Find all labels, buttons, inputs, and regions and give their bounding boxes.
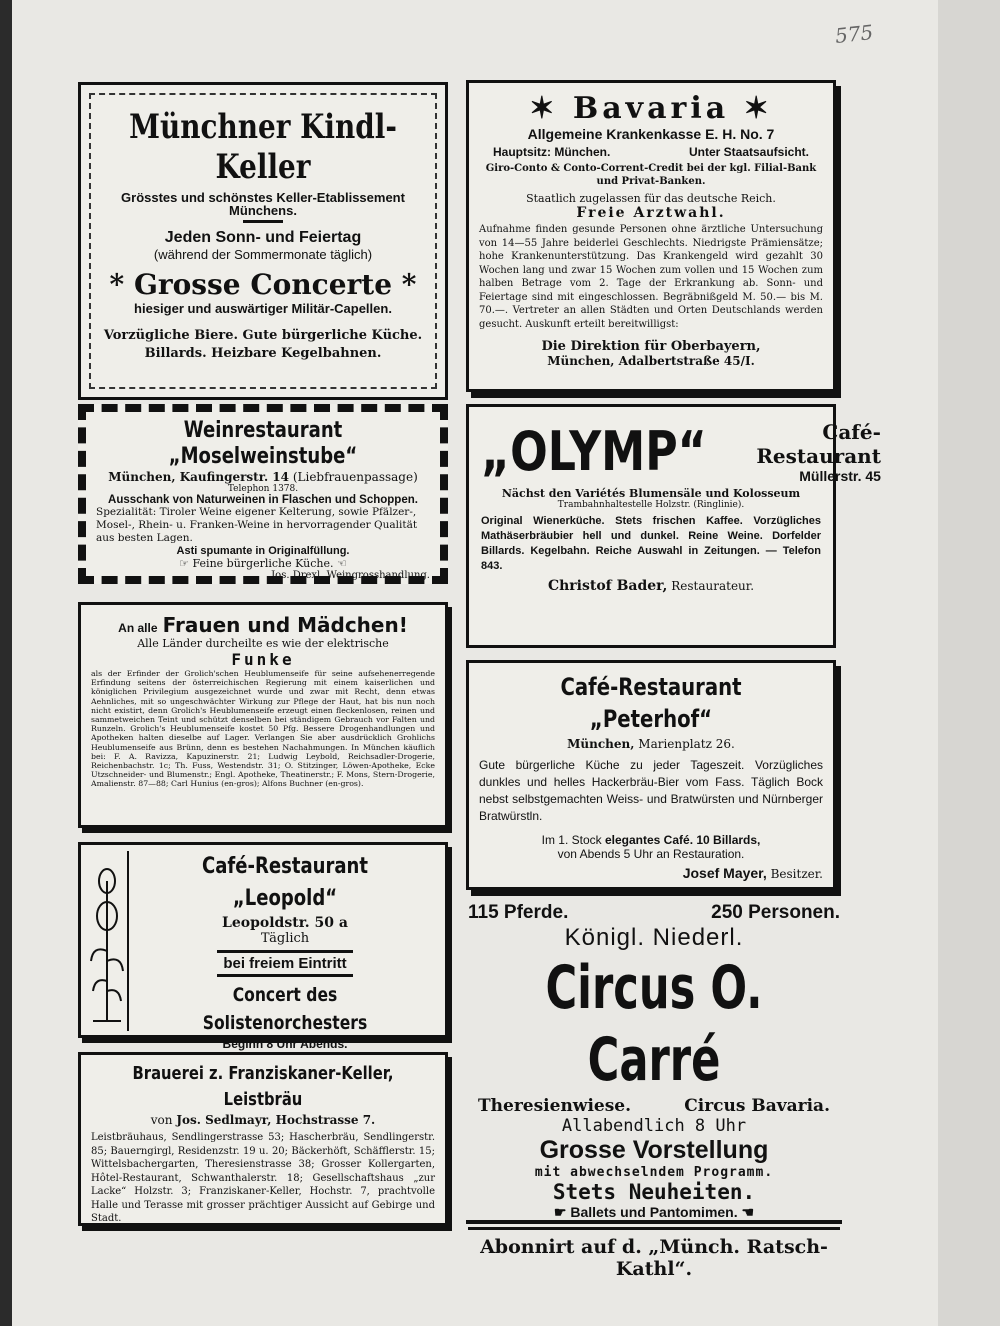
- funke-title: Frauen und Mädchen!: [162, 613, 408, 637]
- carre-line6: ☛ Ballets und Pantomimen. ☚: [553, 1204, 755, 1220]
- peterhof-address: [479, 737, 823, 751]
- page-number: 575: [833, 20, 875, 48]
- mosel-sign: Jos. Drexl, Weingrosshandlung.: [271, 570, 430, 581]
- book-binding-shadow: [0, 0, 12, 1326]
- olymp-line2: Trambahnhaltestelle Holzstr. (Ringlinie).: [557, 500, 745, 510]
- peterhof-line1-pre: Im 1. Stock: [541, 833, 602, 847]
- bavaria-seat: [493, 145, 809, 159]
- mosel-phone: Telephon 1378.: [227, 484, 299, 494]
- peterhof-address-bold: München,: [567, 737, 635, 751]
- olymp-sign-name: Christof Bader,: [547, 578, 668, 594]
- peterhof-body: Gute bürgerliche Küche zu jeder Tageszeit. Vorzügliches dunkles und helles Hackerbräu-Bier vom Fass. Täglich Bock nebst selbstgemachten Weiss- und Bratwürsten und Nürnberger Bratwürstln.: [479, 758, 823, 823]
- mosel-address-bold: München, Kaufingerstr. 14: [108, 470, 289, 484]
- franziskaner-line1-bold: Jos. Sedlmayr, Hochstrasse 7.: [176, 1113, 376, 1127]
- carre-place: [478, 1096, 830, 1116]
- carre-line4: mit abwechselndem Programm.: [534, 1165, 774, 1180]
- franziskaner-body: Leistbräuhaus, Sendlingerstrasse 53; Hascherbräu, Sendlingerstr. 85; Bauerngirgl, Residenzstr. 19 u. 20; Bäckerhöft, Schäfflerstr. 15; Wittelsbachergarten, Theresienstrasse 38; Grosser Kollergarten, Hôtel-Restaurant, Schwanthalerstr. 18; Gesellschaftshaus „zur Lacke“ Holzstr. 3; Franziskaner-Keller, Hochstr. 7, prachtvolle Halle und Terasse mit grosser prächtiger Aussicht auf Gebirge und Stadt.: [91, 1132, 435, 1224]
- olymp-body: Original Wienerküche. Stets frischen Kaffee. Vorzügliches Mathäserbräubier hell und dunkel. Reine Weine. Dorfelder Billards. Kegelbahn. Reiche Auswahl in Zeitungen. — Telefon 843.: [481, 515, 821, 572]
- ad-circus-carre: [466, 898, 842, 1280]
- carre-place-right: Circus Bavaria.: [684, 1096, 830, 1116]
- carre-title: Circus O. Carré: [545, 953, 763, 1095]
- olymp-sign: [481, 578, 821, 594]
- bavaria-title: ✶ Bavaria ✶: [529, 91, 773, 126]
- flower-ornament-icon: [87, 851, 127, 1031]
- funke-body: als der Erfinder der Grolich'schen Heublumenseife für seine aufsehenerregende Erfindung seitens der österreichischen Regierung mit einem kaiserlichen und königlichen Privilegium ausgezeichnet wurde und zwar mit Recht, denn etwas Aehnliches, mit so ungeschwächter Wirkung zur Pflege der Haut, hat bis nun noch nicht existirt, denn Grolich's Heublumenseife erzeugt einen fleckenlosen, reinen und sammetweichen Teint und schützt denselben bei ständigem Gebrauch vor Falten und Runzeln. Grolich's Heublumenseife kostet 50 Pfg. Bessere Drogenhandlungen und Apotheken halten dieselbe auf Lager. Verlangen Sie aber ausdrücklich Grohlichs Heublumenseife aus Brünn, denn es bestehen Nachahmungen. In München käuflich bei: F. A. Ravizza, Kapuzinerstr. 21; Ludwig Leybold, Reichsadler-Drogerie, Reichenbachstr. 1c; Th. Fuss, Westendstr. 31; O. Stitzinger, Löwen-Apotheke, Ecke Utzschneider- und Blumenstr.; Engl. Apotheke, Theatinerstr.; F. Mons, Stern-Drogerie, Amalienstr. 87—88; Carl Hunius (en-gros); Alfons Buchner (en-gros).: [91, 669, 435, 789]
- franziskaner-line1: [91, 1113, 435, 1127]
- carre-line5: Stets Neuheiten.: [552, 1180, 756, 1204]
- leopold-flower-panel: [87, 851, 129, 1031]
- peterhof-line1-bold: elegantes Café. 10 Billards,: [604, 833, 761, 847]
- leopold-line4: Beginn 8 Uhr Abends.: [222, 1037, 348, 1051]
- mosel-line2: Asti spumante in Originalfüllung.: [176, 545, 350, 557]
- peterhof-address-rest: Marienplatz 26.: [638, 737, 735, 751]
- carre-line2: Allabendlich 8 Uhr: [561, 1116, 747, 1136]
- bavaria-body: Aufnahme finden gesunde Personen ohne ärztliche Untersuchung von 14—55 Jahre beiderlei Geschlechts. Niedrigste Prämiensätze; hohe Krankenunterstützung. Das Krankengeld wird gezahlt 30 Wochen lang und zwar 15 Wochen zum vollen und 15 Wochen zum halben Betrage vom 2. Tage der Erkrankung ab. Sonn- und Feiertage sind mit eingeschlossen. Begräbnißgeld M. 50.— bis M. 70.—. Vertreter an allen Städten und Orten Deutschlands werden gesucht. Auskunft erteilt bereitwilligst:: [479, 224, 823, 330]
- carre-line3: Grosse Vorstellung: [539, 1136, 769, 1164]
- mosel-title: Weinrestaurant „Moselweinstube“: [168, 418, 358, 469]
- funke-word: Funke: [231, 650, 295, 669]
- carre-top: [468, 902, 840, 924]
- peterhof-sign: [479, 865, 823, 881]
- bavaria-sign2: München, Adalbertstraße 45/I.: [547, 354, 755, 368]
- bavaria-line2: Giro-Conto & Conto-Corrent-Credit bei der kgl. Filial-Bank: [485, 163, 817, 174]
- ad-kindl-keller: [78, 82, 448, 400]
- kindl-line7: Billards. Heizbare Kegelbahnen.: [144, 346, 382, 361]
- leopold-content: [131, 851, 439, 1051]
- peterhof-title: Café-Restaurant „Peterhof“: [560, 673, 742, 733]
- bavaria-seat-left: Hauptsitz: München.: [493, 145, 611, 159]
- kindl-line3: Jeden Sonn- und Feiertag: [164, 229, 362, 246]
- funke-heading: [91, 613, 435, 637]
- carre-line6-text: Ballets und Pantomimen.: [570, 1204, 738, 1220]
- kindl-line5: hiesiger und auswärtiger Militär-Capellen.: [134, 301, 392, 316]
- peterhof-sign-name: Josef Mayer,: [682, 865, 767, 881]
- bavaria-line3: und Privat-Banken.: [596, 176, 706, 187]
- peterhof-line1: [479, 833, 823, 847]
- bavaria-line1: Allgemeine Krankenkasse E. H. No. 7: [527, 126, 775, 142]
- page-edge: [938, 0, 1000, 1326]
- leopold-line3: Concert des Solistenorchesters: [202, 984, 368, 1034]
- olymp-address: Müllerstr. 45: [799, 468, 881, 484]
- ad-leopold: [78, 842, 448, 1051]
- mosel-body: Spezialität: Tiroler Weine eigener Kelterung, sowie Pfälzer-, Mosel-, Rhein- u. Franken-Weine in hervorragender Qualität aus besten Lagen.: [96, 506, 418, 544]
- mosel-line3-text: Feine bürgerliche Küche.: [192, 557, 334, 570]
- carre-place-left: Theresienwiese.: [478, 1096, 632, 1116]
- kindl-line4: (während der Sommermonate täglich): [153, 247, 373, 262]
- ad-olymp: [466, 404, 881, 648]
- ad-franziskaner: [78, 1052, 448, 1226]
- kindl-title: Münchner Kindl-Keller: [129, 107, 397, 187]
- peterhof-sign-role: Besitzer.: [770, 867, 823, 881]
- olymp-sign-role: Restaurateur.: [671, 579, 755, 593]
- leopold-line2: bei freiem Eintritt: [217, 950, 352, 977]
- bavaria-line4: Staatlich zugelassen für das deutsche Reich.: [526, 192, 776, 205]
- bavaria-title-text: Bavaria: [572, 91, 730, 126]
- carre-personen: 250 Personen.: [711, 902, 840, 923]
- kindl-line2: Münchens.: [229, 203, 297, 218]
- olymp-title: „OLYMP“: [481, 420, 707, 483]
- kindl-concerte-text: Grosse Concerte: [133, 268, 393, 301]
- kindl-line1: Grösstes und schönstes Keller-Etablissement: [121, 190, 405, 205]
- franziskaner-line1-pre: von: [150, 1113, 173, 1127]
- carre-line1: Königl. Niederl.: [564, 924, 744, 951]
- olymp-restaurant: Restaurant: [756, 444, 881, 468]
- olymp-cafe: Café-: [822, 420, 881, 444]
- peterhof-line2: von Abends 5 Uhr an Restauration.: [557, 847, 745, 861]
- mosel-line3: ☞ Feine bürgerliche Küche. ☜: [179, 557, 347, 570]
- leopold-line1: Täglich: [260, 931, 310, 946]
- franziskaner-title: Brauerei z. Franziskaner-Keller, Leistbräu: [132, 1063, 394, 1110]
- kindl-line6: Vorzügliche Biere. Gute bürgerliche Küche.: [103, 328, 423, 343]
- ad-peterhof: [466, 660, 836, 890]
- mosel-address-rest: (Liebfrauenpassage): [292, 470, 418, 484]
- mosel-line1: Ausschank von Naturweinen in Flaschen und Schoppen.: [108, 494, 418, 506]
- carre-line7: Abonnirt auf d. „Münch. Ratsch-Kathl“.: [468, 1227, 840, 1280]
- bavaria-seat-right: Unter Staatsaufsicht.: [688, 145, 809, 159]
- ad-bavaria: [466, 80, 836, 392]
- mosel-address: [96, 470, 430, 484]
- bavaria-sign1: Die Direktion für Oberbayern,: [541, 339, 761, 354]
- ad-moselweinstube: [78, 404, 448, 584]
- leopold-address: Leopoldstr. 50 a: [222, 915, 348, 931]
- funke-lead: An alle: [118, 621, 158, 635]
- kindl-concerte: * Grosse Concerte *: [109, 268, 417, 301]
- carre-pferde: 115 Pferde.: [468, 902, 569, 923]
- olymp-line1: Nächst den Variétés Blumensäle und Kolosseum: [501, 487, 801, 500]
- bavaria-line5: Freie Arztwahl.: [576, 205, 726, 221]
- leopold-title: Café-Restaurant „Leopold“: [201, 854, 369, 911]
- olymp-subtitle: [756, 420, 881, 484]
- funke-line1: Alle Länder durcheilte es wie der elektrische: [137, 637, 389, 650]
- ad-funke: [78, 602, 448, 828]
- kindl-divider: [243, 220, 283, 223]
- olymp-header: [481, 417, 881, 487]
